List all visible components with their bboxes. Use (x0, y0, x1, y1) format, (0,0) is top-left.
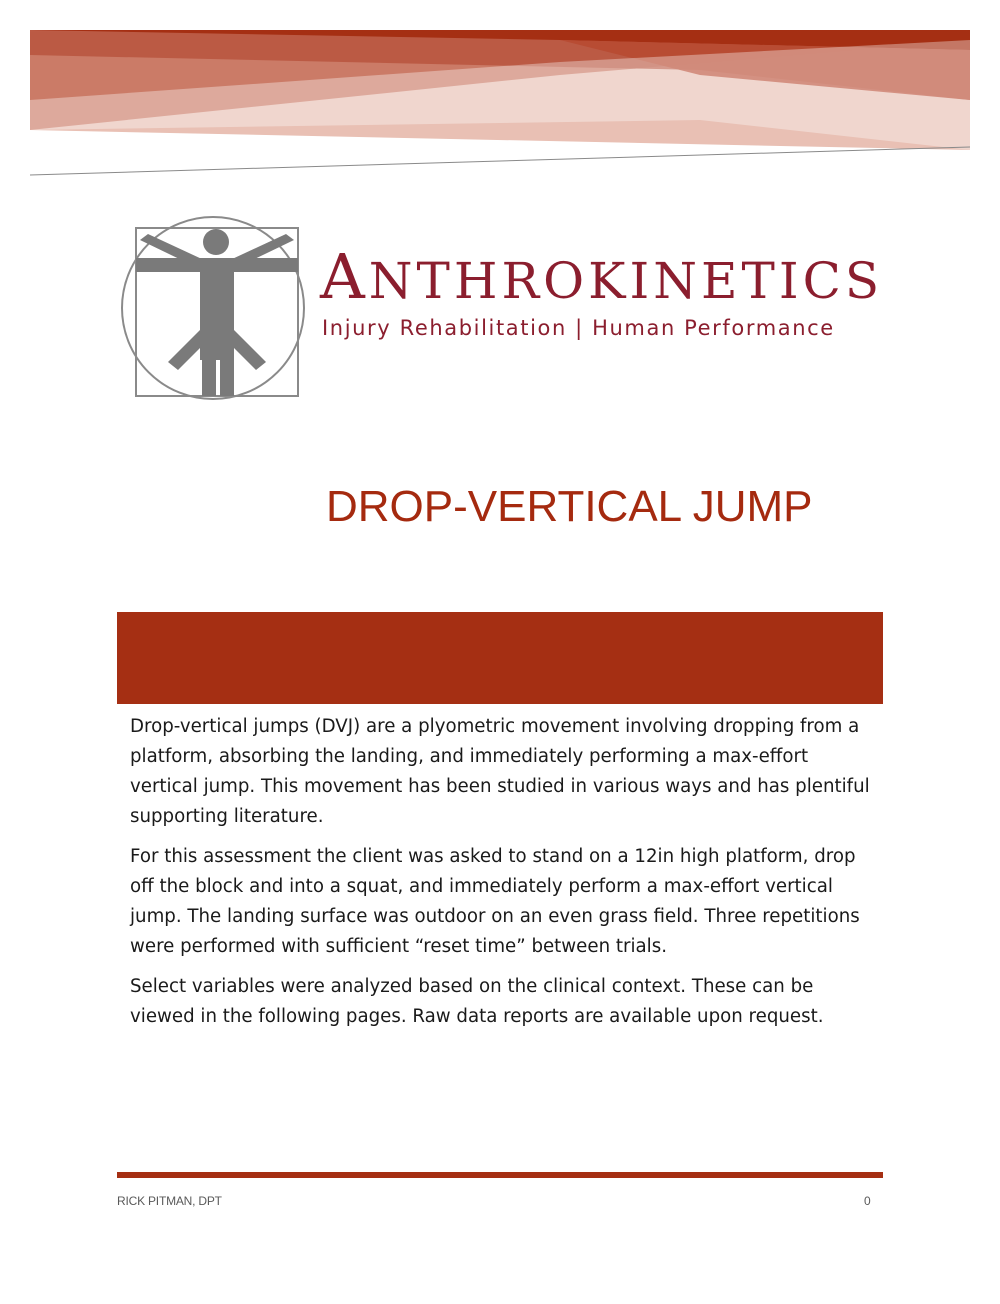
body-paragraph: For this assessment the client was asked to stand on a 12in high platform, drop off the block and into a squat, and immediately perform a max-effort vertical jump. The landing surface was outdoor on an even grass field. Three repetitions were performed with sufficient “reset time” between trials. (130, 846, 860, 957)
figure-torso (200, 258, 234, 360)
footer-rule (117, 1172, 883, 1178)
logo-tagline: Injury Rehabilitation | Human Performance (322, 316, 835, 340)
footer-author: RICK PITMAN, DPT (117, 1194, 222, 1208)
logo-wordmark-initial: A (320, 240, 369, 313)
header-banner-graphic (0, 0, 1000, 200)
figure-head (203, 229, 229, 255)
figure-leg-left-straight (202, 358, 216, 396)
figure-leg-right-straight (220, 358, 234, 396)
logo-wordmark-rest: NTHROKINETICS (368, 252, 884, 310)
company-logo (118, 210, 888, 410)
document-title: DROP-VERTICAL JUMP (326, 482, 813, 531)
banner-rule-line (30, 147, 970, 175)
page-number: 0 (864, 1194, 871, 1208)
section-header-band (117, 612, 883, 704)
body-text (130, 712, 875, 1042)
figure-silhouette (136, 229, 298, 396)
vitruvian-figure-icon (118, 210, 308, 400)
body-paragraph: Drop-vertical jumps (DVJ) are a plyometric movement involving dropping from a platform, absorbing the landing, and immediately performing a max-effort vertical jump. This movement has been studied in various ways and has plentiful supporting literature. (130, 716, 870, 827)
logo-wordmark (320, 240, 884, 313)
body-paragraph: Select variables were analyzed based on the clinical context. These can be viewed in the following pages. Raw data reports are available upon request. (130, 976, 824, 1027)
